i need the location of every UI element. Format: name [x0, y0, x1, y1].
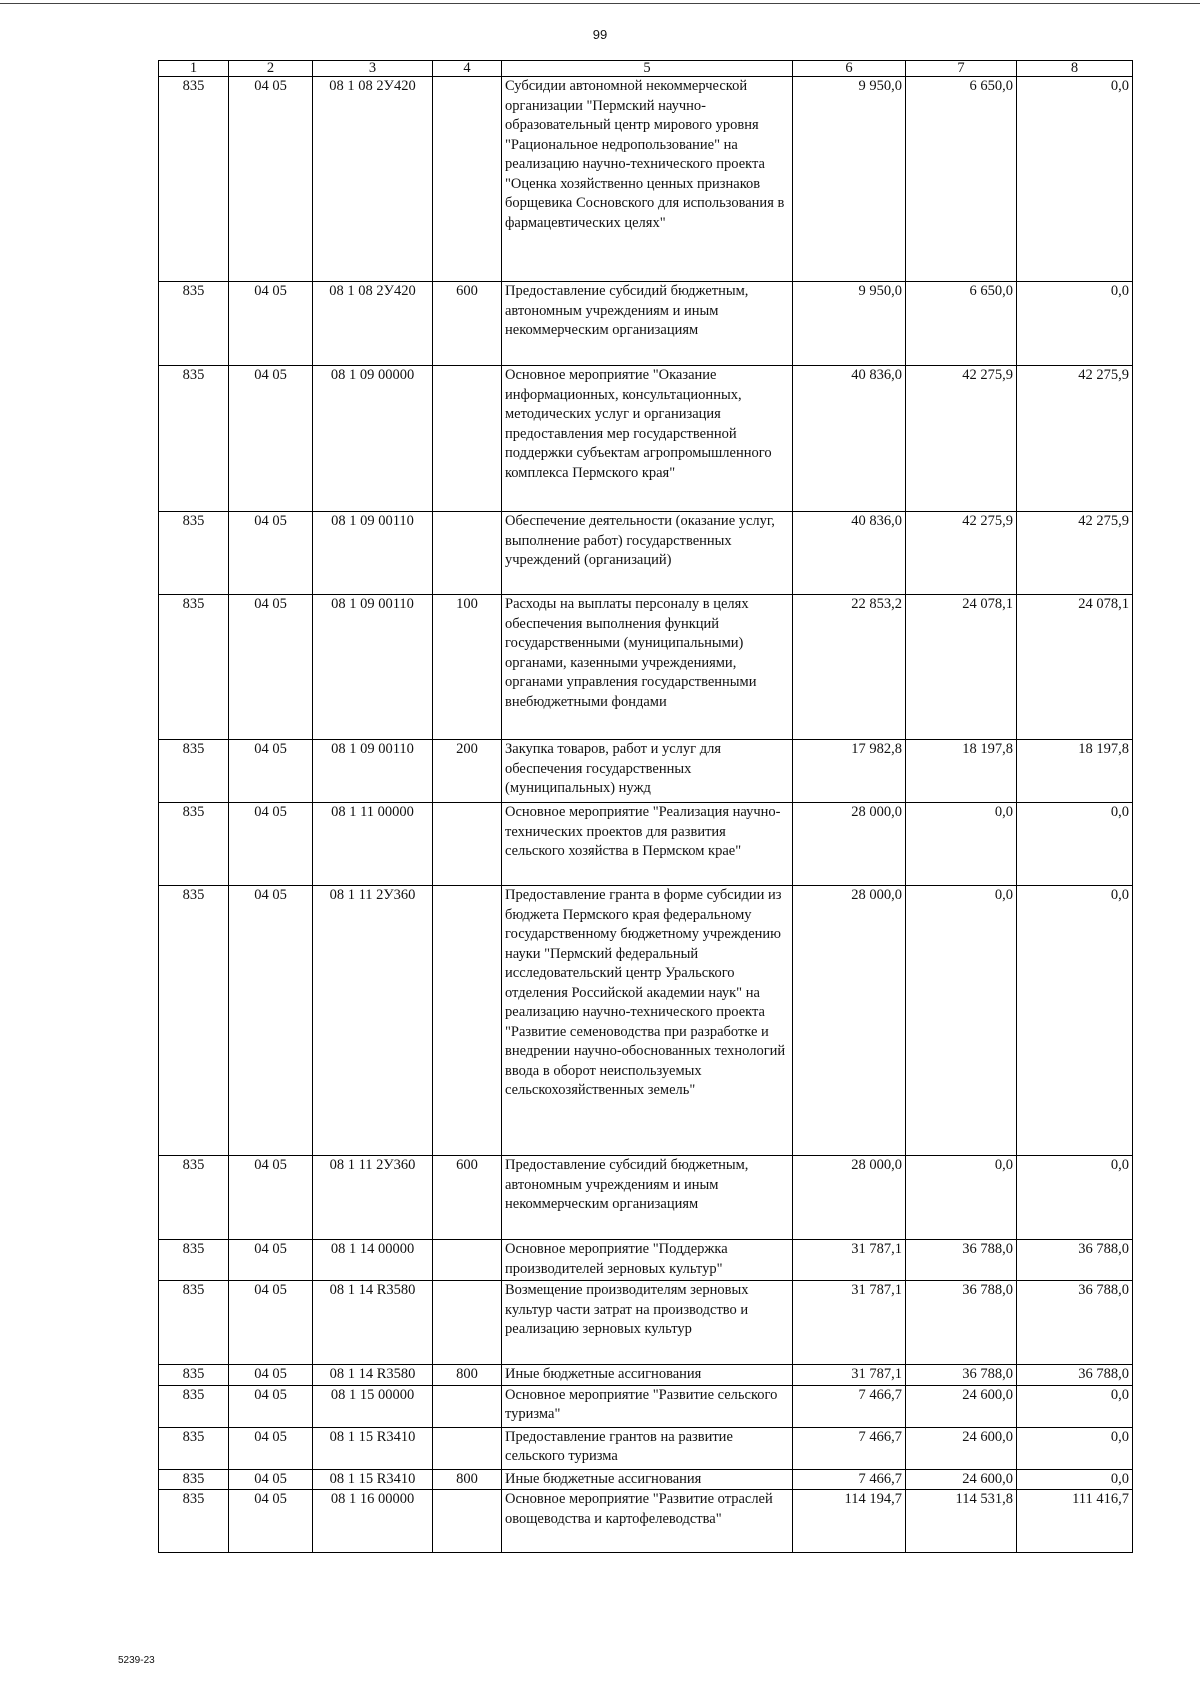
cell-description: Предоставление субсидий бюджетным, автономным учреждениям и иным некоммерческим организациям: [502, 282, 793, 366]
cell-amount-col8: 111 416,7: [1017, 1490, 1133, 1553]
cell-amount-col6: 40 836,0: [793, 512, 906, 595]
cell-amount-col7: 0,0: [906, 803, 1017, 886]
header-col-3: 3: [313, 61, 433, 77]
footer-code: 5239-23: [118, 1655, 155, 1666]
cell-description: Основное мероприятие "Развитие сельского туризма": [502, 1385, 793, 1427]
cell-description: Иные бюджетные ассигнования: [502, 1365, 793, 1386]
cell-amount-col8: 42 275,9: [1017, 512, 1133, 595]
cell-description: Предоставление гранта в форме субсидии из бюджета Пермского края федеральному государственному бюджетному учреждению науки "Пермский федеральный исследовательский центр Уральского отделения Российской академии наук" на реализацию научно-технического проекта "Развитие семеноводства при разработке и внедрении научно-обоснованных технологий ввода в оборот неиспользуемых сельскохозяйственных земель": [502, 886, 793, 1156]
cell-amount-col7: 36 788,0: [906, 1281, 1017, 1365]
cell-amount-col6: 31 787,1: [793, 1365, 906, 1386]
cell-target-article: 08 1 09 00110: [313, 740, 433, 803]
cell-description: Предоставление грантов на развитие сельского туризма: [502, 1427, 793, 1469]
cell-description: Возмещение производителям зерновых культур части затрат на производство и реализацию зерновых культур: [502, 1281, 793, 1365]
cell-amount-col8: 0,0: [1017, 282, 1133, 366]
cell-amount-col8: 0,0: [1017, 1385, 1133, 1427]
cell-description: Основное мероприятие "Развитие отраслей овощеводства и картофелеводства": [502, 1490, 793, 1553]
table-row: [159, 77, 1133, 282]
header-col-8: 8: [1017, 61, 1133, 77]
cell-target-article: 08 1 11 00000: [313, 803, 433, 886]
cell-ministry-code: 835: [159, 886, 229, 1156]
cell-section-code: 04 05: [229, 1469, 313, 1490]
cell-amount-col6: 7 466,7: [793, 1469, 906, 1490]
cell-ministry-code: 835: [159, 1490, 229, 1553]
cell-target-article: 08 1 16 00000: [313, 1490, 433, 1553]
header-col-1: 1: [159, 61, 229, 77]
cell-ministry-code: 835: [159, 1365, 229, 1386]
cell-amount-col6: 7 466,7: [793, 1385, 906, 1427]
cell-section-code: 04 05: [229, 1365, 313, 1386]
cell-amount-col6: 40 836,0: [793, 366, 906, 512]
table-row: [159, 1427, 1133, 1469]
header-row: [159, 61, 1133, 77]
cell-section-code: 04 05: [229, 1156, 313, 1240]
cell-target-article: 08 1 14 R3580: [313, 1281, 433, 1365]
cell-ministry-code: 835: [159, 1469, 229, 1490]
cell-expense-type: 800: [433, 1365, 502, 1386]
table-row: [159, 886, 1133, 1156]
cell-amount-col7: 42 275,9: [906, 366, 1017, 512]
cell-amount-col7: 0,0: [906, 1156, 1017, 1240]
cell-amount-col8: 36 788,0: [1017, 1240, 1133, 1281]
cell-amount-col8: 24 078,1: [1017, 595, 1133, 740]
cell-target-article: 08 1 15 00000: [313, 1385, 433, 1427]
cell-amount-col6: 22 853,2: [793, 595, 906, 740]
cell-expense-type: 600: [433, 1156, 502, 1240]
table-row: [159, 366, 1133, 512]
cell-expense-type: [433, 1490, 502, 1553]
cell-ministry-code: 835: [159, 1281, 229, 1365]
cell-amount-col7: 24 600,0: [906, 1385, 1017, 1427]
cell-section-code: 04 05: [229, 1427, 313, 1469]
cell-target-article: 08 1 14 00000: [313, 1240, 433, 1281]
cell-section-code: 04 05: [229, 1240, 313, 1281]
table-row: [159, 1490, 1133, 1553]
cell-amount-col7: 6 650,0: [906, 77, 1017, 282]
table-row: [159, 803, 1133, 886]
cell-amount-col6: 31 787,1: [793, 1240, 906, 1281]
page-number: 99: [592, 27, 608, 42]
cell-amount-col7: 0,0: [906, 886, 1017, 1156]
cell-description: Основное мероприятие "Оказание информационных, консультационных, методических услуг и организация предоставления мер государственной поддержки субъектам агропромышленного комплекса Пермского края": [502, 366, 793, 512]
header-col-6: 6: [793, 61, 906, 77]
cell-ministry-code: 835: [159, 1385, 229, 1427]
cell-description: Обеспечение деятельности (оказание услуг, выполнение работ) государственных учреждений (организаций): [502, 512, 793, 595]
cell-amount-col7: 18 197,8: [906, 740, 1017, 803]
cell-description: Предоставление субсидий бюджетным, автономным учреждениям и иным некоммерческим организациям: [502, 1156, 793, 1240]
header-col-2: 2: [229, 61, 313, 77]
table-row: [159, 740, 1133, 803]
cell-amount-col6: 28 000,0: [793, 886, 906, 1156]
cell-ministry-code: 835: [159, 77, 229, 282]
cell-expense-type: [433, 1281, 502, 1365]
cell-ministry-code: 835: [159, 282, 229, 366]
cell-amount-col6: 17 982,8: [793, 740, 906, 803]
cell-expense-type: 100: [433, 595, 502, 740]
cell-amount-col7: 24 600,0: [906, 1427, 1017, 1469]
cell-section-code: 04 05: [229, 595, 313, 740]
cell-amount-col6: 31 787,1: [793, 1281, 906, 1365]
table-row: [159, 1281, 1133, 1365]
cell-section-code: 04 05: [229, 803, 313, 886]
header-col-7: 7: [906, 61, 1017, 77]
cell-amount-col7: 36 788,0: [906, 1365, 1017, 1386]
cell-expense-type: [433, 77, 502, 282]
cell-description: Субсидии автономной некоммерческой организации "Пермский научно-образовательный центр мирового уровня "Рациональное недропользование" на реализацию научно-технического проекта "Оценка хозяйственно ценных признаков борщевика Сосновского для использования в фармацевтических целях": [502, 77, 793, 282]
cell-description: Расходы на выплаты персоналу в целях обеспечения выполнения функций государственными (муниципальными) органами, казенными учреждениями, органами управления государственными внебюджетными фондами: [502, 595, 793, 740]
cell-amount-col8: 0,0: [1017, 1469, 1133, 1490]
cell-description: Основное мероприятие "Реализация научно-технических проектов для развития сельского хозяйства в Пермском крае": [502, 803, 793, 886]
cell-target-article: 08 1 08 2У420: [313, 282, 433, 366]
cell-ministry-code: 835: [159, 1156, 229, 1240]
cell-ministry-code: 835: [159, 1240, 229, 1281]
cell-target-article: 08 1 09 00110: [313, 512, 433, 595]
cell-expense-type: [433, 366, 502, 512]
cell-description: Основное мероприятие "Поддержка производителей зерновых культур": [502, 1240, 793, 1281]
cell-ministry-code: 835: [159, 595, 229, 740]
cell-section-code: 04 05: [229, 77, 313, 282]
cell-ministry-code: 835: [159, 366, 229, 512]
cell-amount-col6: 28 000,0: [793, 803, 906, 886]
cell-expense-type: 200: [433, 740, 502, 803]
table-row: [159, 1385, 1133, 1427]
cell-amount-col8: 36 788,0: [1017, 1281, 1133, 1365]
cell-amount-col7: 114 531,8: [906, 1490, 1017, 1553]
cell-section-code: 04 05: [229, 886, 313, 1156]
cell-description: Закупка товаров, работ и услуг для обеспечения государственных (муниципальных) нужд: [502, 740, 793, 803]
cell-description: Иные бюджетные ассигнования: [502, 1469, 793, 1490]
cell-amount-col8: 0,0: [1017, 886, 1133, 1156]
cell-expense-type: 600: [433, 282, 502, 366]
cell-expense-type: [433, 1427, 502, 1469]
cell-section-code: 04 05: [229, 740, 313, 803]
cell-ministry-code: 835: [159, 803, 229, 886]
table-row: [159, 595, 1133, 740]
cell-amount-col8: 18 197,8: [1017, 740, 1133, 803]
cell-target-article: 08 1 11 2У360: [313, 886, 433, 1156]
cell-amount-col7: 24 600,0: [906, 1469, 1017, 1490]
table-row: [159, 1365, 1133, 1386]
cell-expense-type: [433, 1385, 502, 1427]
cell-section-code: 04 05: [229, 1490, 313, 1553]
cell-amount-col7: 36 788,0: [906, 1240, 1017, 1281]
cell-target-article: 08 1 09 00000: [313, 366, 433, 512]
cell-ministry-code: 835: [159, 740, 229, 803]
cell-section-code: 04 05: [229, 1281, 313, 1365]
cell-amount-col6: 9 950,0: [793, 77, 906, 282]
cell-target-article: 08 1 09 00110: [313, 595, 433, 740]
cell-section-code: 04 05: [229, 512, 313, 595]
cell-ministry-code: 835: [159, 1427, 229, 1469]
cell-expense-type: [433, 803, 502, 886]
cell-target-article: 08 1 15 R3410: [313, 1427, 433, 1469]
cell-expense-type: [433, 512, 502, 595]
cell-target-article: 08 1 15 R3410: [313, 1469, 433, 1490]
cell-amount-col6: 7 466,7: [793, 1427, 906, 1469]
cell-ministry-code: 835: [159, 512, 229, 595]
table-row: [159, 282, 1133, 366]
cell-target-article: 08 1 08 2У420: [313, 77, 433, 282]
header-col-4: 4: [433, 61, 502, 77]
cell-amount-col8: 0,0: [1017, 1156, 1133, 1240]
cell-target-article: 08 1 11 2У360: [313, 1156, 433, 1240]
cell-section-code: 04 05: [229, 1385, 313, 1427]
header-col-5: 5: [502, 61, 793, 77]
table-row: [159, 1469, 1133, 1490]
budget-table: [158, 60, 1133, 1553]
cell-amount-col8: 0,0: [1017, 1427, 1133, 1469]
cell-section-code: 04 05: [229, 282, 313, 366]
cell-amount-col7: 24 078,1: [906, 595, 1017, 740]
cell-amount-col6: 9 950,0: [793, 282, 906, 366]
cell-amount-col8: 0,0: [1017, 803, 1133, 886]
cell-expense-type: [433, 886, 502, 1156]
table-row: [159, 1156, 1133, 1240]
scan-top-edge: [0, 3, 1200, 4]
cell-expense-type: [433, 1240, 502, 1281]
cell-amount-col6: 114 194,7: [793, 1490, 906, 1553]
cell-target-article: 08 1 14 R3580: [313, 1365, 433, 1386]
table-row: [159, 1240, 1133, 1281]
table-row: [159, 512, 1133, 595]
cell-amount-col6: 28 000,0: [793, 1156, 906, 1240]
table-body: [159, 77, 1133, 1553]
cell-amount-col7: 42 275,9: [906, 512, 1017, 595]
cell-amount-col7: 6 650,0: [906, 282, 1017, 366]
cell-amount-col8: 36 788,0: [1017, 1365, 1133, 1386]
cell-amount-col8: 42 275,9: [1017, 366, 1133, 512]
cell-expense-type: 800: [433, 1469, 502, 1490]
cell-amount-col8: 0,0: [1017, 77, 1133, 282]
cell-section-code: 04 05: [229, 366, 313, 512]
